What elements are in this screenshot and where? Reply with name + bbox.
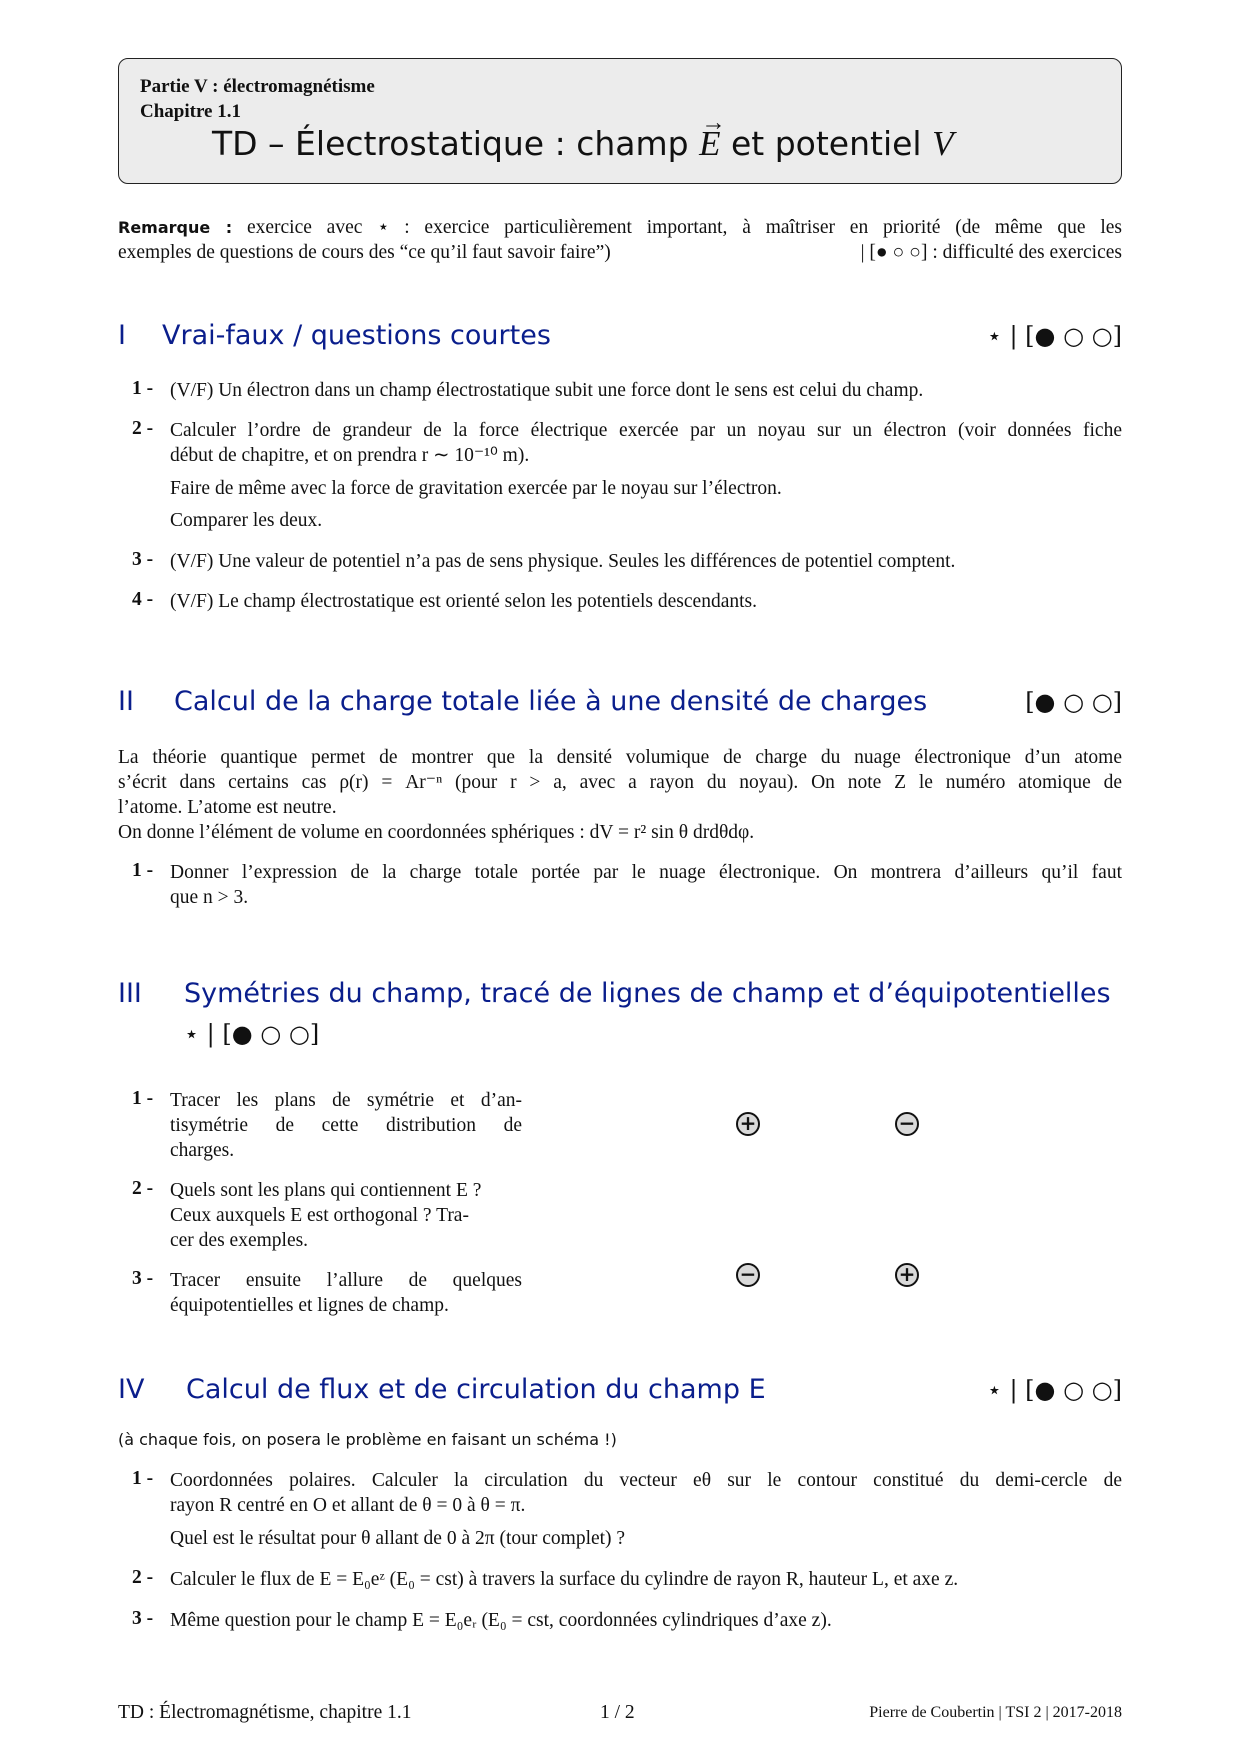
section-1-q2-line-3: Faire de même avec la force de gravitation exercée par le noyau sur l’électron. xyxy=(170,478,782,499)
q-label: 3 - xyxy=(132,549,154,570)
section-3-q1-line-3: charges. xyxy=(170,1140,235,1161)
remark-difficulty-legend: | [● ○ ○] : difficulté des exercices xyxy=(860,242,1122,263)
footer-left: TD : Électromagnétisme, chapitre 1.1 xyxy=(118,1702,412,1723)
negative-charge-icon: − xyxy=(895,1112,919,1136)
q-label: 1 - xyxy=(132,378,154,399)
section-3-difficulty: ⋆ | [● ○ ○] xyxy=(184,1020,320,1048)
remark-text-1: exercice avec ⋆ : exercice particulièrement important, à maîtriser en priorité (de même que les xyxy=(246,217,1122,238)
page-title xyxy=(212,124,953,164)
q-label: 4 - xyxy=(132,589,154,610)
section-2-q1-line-2: que n > 3. xyxy=(170,887,249,908)
remark-line-2: exemples de questions de cours des “ce qu’il faut savoir faire”) xyxy=(118,242,611,263)
section-3-q1-line-1: Tracer les plans de symétrie et d’an- xyxy=(170,1090,522,1111)
q-label: 1 - xyxy=(132,860,154,881)
section-2-para-1: La théorie quantique permet de montrer que la densité volumique de charge du nuage électronique d’un atome xyxy=(118,747,1122,768)
q-label: 1 - xyxy=(132,1468,154,1489)
q-label: 1 - xyxy=(132,1088,154,1109)
q-label: 3 - xyxy=(132,1268,154,1289)
section-3-q1-line-2: tisymétrie de cette distribution de xyxy=(170,1115,522,1136)
section-1-title: Vrai-faux / questions courtes xyxy=(162,320,551,351)
section-4-difficulty: ⋆ | [● ○ ○] xyxy=(986,1376,1122,1404)
page-number: 1 / 2 xyxy=(600,1702,635,1723)
section-4-note: (à chaque fois, on posera le problème en faisant un schéma !) xyxy=(118,1430,617,1449)
title-vector-e: → E xyxy=(699,124,720,164)
section-1-q1: (V/F) Un électron dans un champ électrostatique subit une force dont le sens est celui du champ. xyxy=(170,380,924,401)
section-3-q2-line-2: Ceux auxquels E est orthogonal ? Tra- xyxy=(170,1205,469,1226)
section-1-q2-line-2: début de chapitre, et on prendra r ∼ 10⁻¹⁰ m). xyxy=(170,445,530,466)
section-2-q1-line-1: Donner l’expression de la charge totale portée par le nuage électronique. On montrera d’ailleurs qu’il faut xyxy=(170,862,1122,883)
section-1-q3: (V/F) Une valeur de potentiel n’a pas de sens physique. Seules les différences de potentiel comptent. xyxy=(170,551,956,572)
footer-right: Pierre de Coubertin | TSI 2 | 2017-2018 xyxy=(869,1704,1122,1721)
positive-charge-icon: + xyxy=(736,1112,760,1136)
section-4-q2: Calculer le flux de E = E₀eᶻ (E₀ = cst) à travers la surface du cylindre de rayon R, hauteur L, et axe z. xyxy=(170,1569,959,1590)
section-4-number: IV xyxy=(118,1374,145,1405)
section-3-number: III xyxy=(118,978,142,1009)
section-2-para-2: s’écrit dans certains cas ρ(r) = Ar⁻ⁿ (pour r > a, avec a rayon du noyau). On note Z le numéro atomique de xyxy=(118,772,1122,793)
section-2-title: Calcul de la charge totale liée à une densité de charges xyxy=(174,686,928,717)
section-4-title: Calcul de flux et de circulation du champ E xyxy=(186,1374,766,1405)
section-4-q1-line-1: Coordonnées polaires. Calculer la circulation du vecteur eθ sur le contour constitué du demi-cercle de xyxy=(170,1470,1122,1491)
section-1-difficulty: ⋆ | [● ○ ○] xyxy=(986,322,1122,350)
q-label: 2 - xyxy=(132,1178,154,1199)
section-3-q3-line-1: Tracer ensuite l’allure de quelques xyxy=(170,1270,522,1291)
q-label: 2 - xyxy=(132,1567,154,1588)
section-2-para-4: On donne l’élément de volume en coordonnées sphériques : dV = r² sin θ drdθdφ. xyxy=(118,822,755,843)
section-2-difficulty: [● ○ ○] xyxy=(1025,688,1122,716)
negative-charge-icon: − xyxy=(736,1263,760,1287)
q-label: 3 - xyxy=(132,1608,154,1629)
section-2-para-3: l’atome. L’atome est neutre. xyxy=(118,797,337,818)
section-4-q1-line-3: Quel est le résultat pour θ allant de 0 à 2π (tour complet) ? xyxy=(170,1528,626,1549)
section-1-q2-line-1: Calculer l’ordre de grandeur de la force électrique exercée par un noyau sur un électron (voir données fiche xyxy=(170,420,1122,441)
q-label: 2 - xyxy=(132,418,154,439)
remark-line-1 xyxy=(118,215,1122,240)
section-3-q3-line-2: équipotentielles et lignes de champ. xyxy=(170,1295,449,1316)
positive-charge-icon: + xyxy=(895,1263,919,1287)
part-label: Partie V : électromagnétisme xyxy=(140,76,375,97)
section-3-q2-line-3: cer des exemples. xyxy=(170,1230,309,1251)
title-v: V xyxy=(932,124,954,163)
section-1-q4: (V/F) Le champ électrostatique est orienté selon les potentiels descendants. xyxy=(170,591,757,612)
title-prefix: TD – Électrostatique : champ xyxy=(212,124,689,163)
section-1-q2-line-4: Comparer les deux. xyxy=(170,510,323,531)
section-3-title: Symétries du champ, tracé de lignes de champ et d’équipotentielles xyxy=(184,978,1111,1009)
chapter-label: Chapitre 1.1 xyxy=(140,101,241,122)
section-4-q3: Même question pour le champ E = E₀eᵣ (E₀ = cst, coordonnées cylindriques d’axe z). xyxy=(170,1610,832,1631)
section-3-q2-line-1: Quels sont les plans qui contiennent E ? xyxy=(170,1180,482,1201)
section-4-q1-line-2: rayon R centré en O et allant de θ = 0 à θ = π. xyxy=(170,1495,526,1516)
section-1-number: I xyxy=(118,320,126,351)
remark-label: Remarque : xyxy=(118,218,233,237)
section-2-number: II xyxy=(118,686,134,717)
title-mid: et potentiel xyxy=(730,124,922,163)
